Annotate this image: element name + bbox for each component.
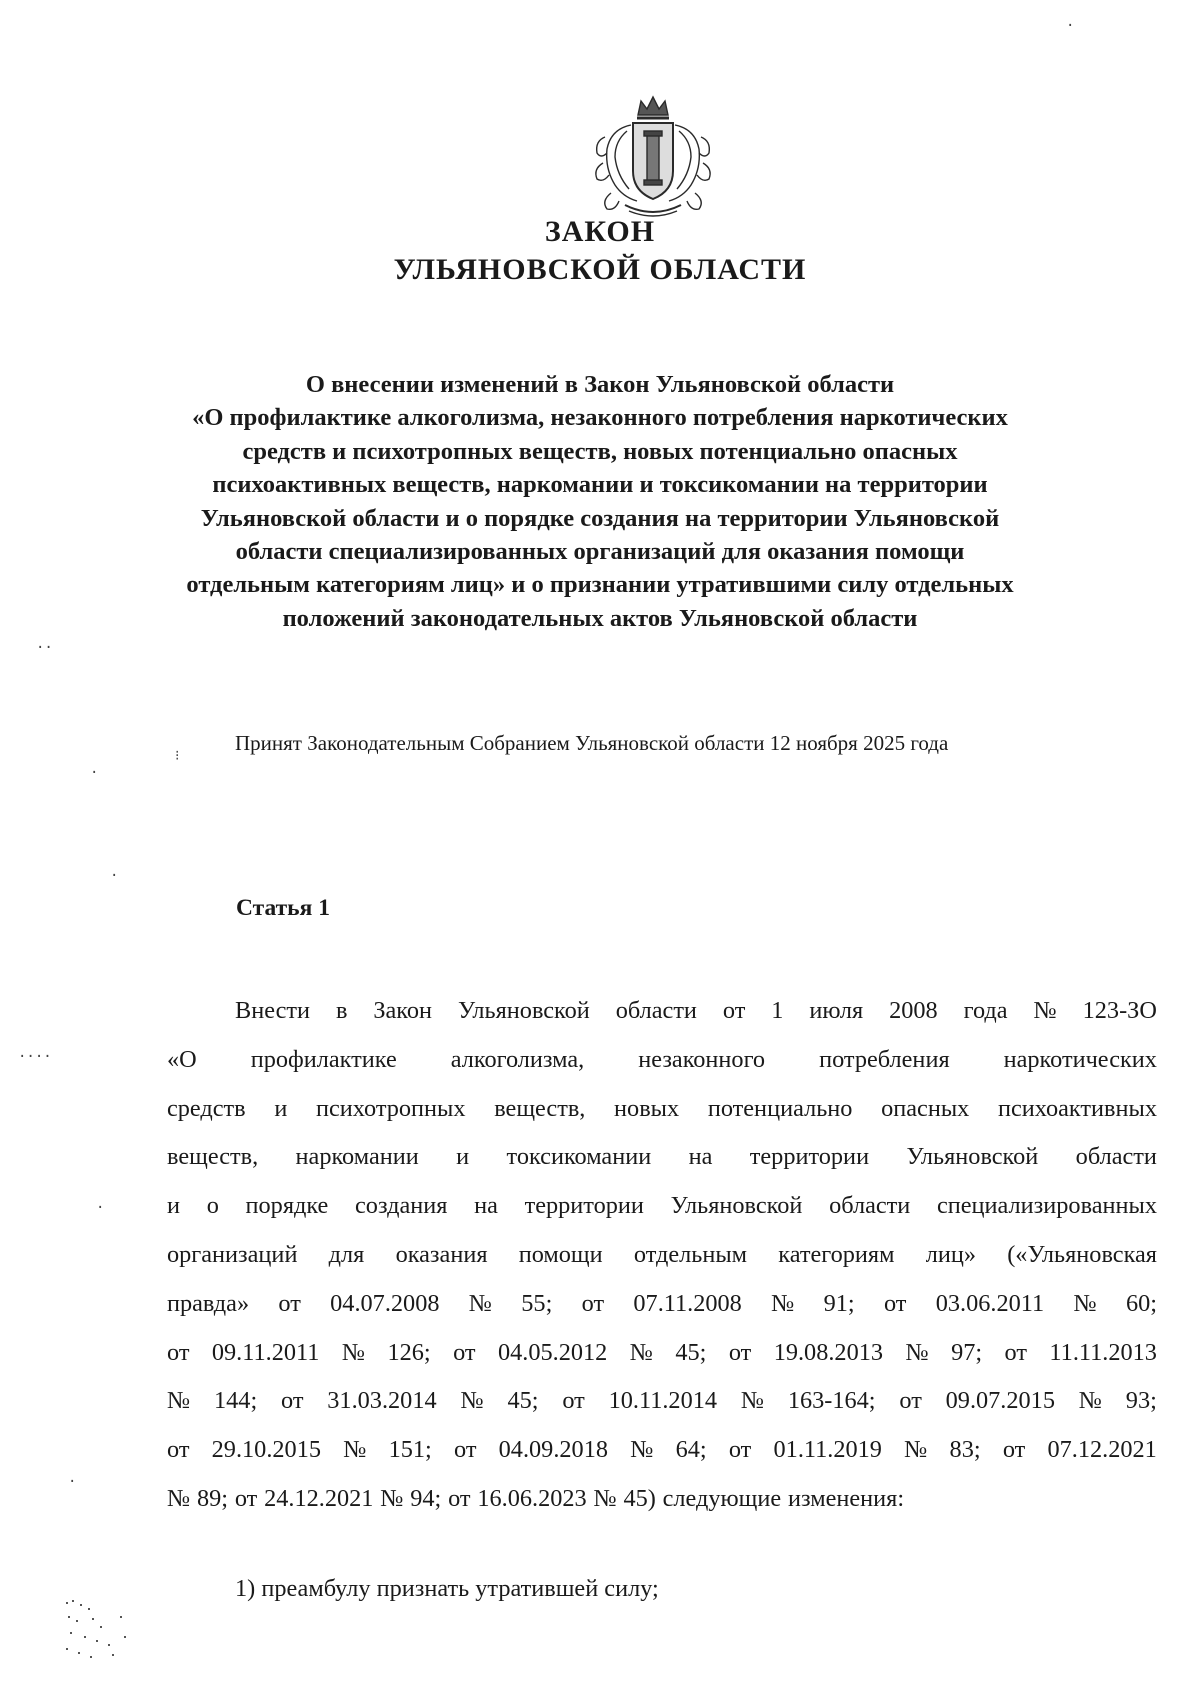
scan-speck: · [110, 868, 119, 884]
body-line [167, 1036, 1157, 1085]
scan-speck: · [96, 1200, 105, 1216]
body-line [167, 1377, 1157, 1426]
word: 97; [951, 1338, 983, 1366]
word: 89; [196, 1484, 229, 1512]
word: от [562, 1387, 585, 1415]
word: 64; [675, 1436, 707, 1464]
word: психоактивных [997, 1094, 1157, 1122]
word: наркомании [295, 1143, 419, 1171]
word: от [728, 1338, 752, 1366]
article-heading: Статья 1 [236, 895, 330, 921]
subject-line: области специализированных организаций для оказания помощи [235, 538, 965, 566]
subject-line: положений законодательных актов Ульяновской области [282, 604, 918, 632]
subject-line: психоактивных веществ, наркомании и токсикомании на территории [212, 471, 988, 499]
word: 144; [214, 1387, 258, 1415]
word: Ульяновской [670, 1192, 803, 1220]
word: 10.11.2014 [608, 1387, 718, 1415]
word: 94; [410, 1484, 442, 1512]
word: № [167, 1484, 191, 1512]
word: 2008 [889, 997, 938, 1024]
word: № [1078, 1387, 1102, 1415]
scan-speck: · [68, 1474, 77, 1490]
word: порядке [245, 1192, 329, 1220]
word: № [343, 1436, 367, 1464]
word: 45) [623, 1484, 656, 1512]
word: № [630, 1436, 654, 1464]
word: от [454, 1436, 477, 1464]
law-region: УЛЬЯНОВСКОЙ ОБЛАСТИ [393, 253, 807, 286]
word: № [380, 1484, 404, 1512]
scan-speck: ···· [18, 1049, 52, 1065]
word: Ульяновской [457, 997, 590, 1024]
word: 91; [823, 1289, 855, 1317]
word: Ульяновской [906, 1143, 1039, 1171]
word: от [722, 997, 746, 1024]
amendment-item-1: 1) преамбулу признать утратившей силу; [235, 1575, 659, 1602]
word: № [341, 1338, 366, 1366]
adoption-note: Принят Законодательным Собранием Ульяновской области 12 ноября 2025 года [235, 731, 949, 755]
word: № [593, 1484, 617, 1512]
word: оказания [395, 1240, 488, 1268]
word: веществ, [167, 1143, 259, 1171]
word: 24.12.2021 [264, 1484, 374, 1512]
word: на [688, 1143, 713, 1171]
body-line [167, 1329, 1157, 1378]
subject-line: «О профилактике алкоголизма, незаконного потребления наркотических [192, 404, 1008, 432]
word: 07.12.2021 [1047, 1436, 1157, 1464]
word: 55; [521, 1289, 553, 1317]
body-line [167, 1085, 1157, 1134]
word: области [829, 1192, 911, 1220]
subject-line: отдельным категориям лиц» и о признании утратившими силу отдельных [186, 571, 1014, 599]
word: организаций [167, 1240, 298, 1268]
word: № [904, 1436, 928, 1464]
word: № [905, 1338, 929, 1366]
word: года [963, 997, 1008, 1024]
word: № [468, 1289, 492, 1317]
word: 03.06.2011 [935, 1289, 1045, 1317]
word: правда» [167, 1289, 250, 1317]
law-subject [150, 368, 1050, 635]
word: веществ, [494, 1094, 586, 1122]
word: от [899, 1387, 922, 1415]
scan-noise-mark [62, 1596, 142, 1666]
word: 11.11.2013 [1049, 1338, 1157, 1366]
body-line [167, 1231, 1157, 1280]
word: 09.11.2011 [211, 1338, 320, 1366]
word: 126; [387, 1338, 431, 1366]
word: области [1075, 1143, 1157, 1171]
word: 04.07.2008 [330, 1289, 440, 1317]
word: потенциально [707, 1094, 853, 1122]
word: от [167, 1338, 190, 1366]
word: 93; [1125, 1387, 1157, 1415]
word: о [206, 1192, 219, 1220]
word: от [278, 1289, 301, 1317]
word: от [281, 1387, 304, 1415]
coat-of-arms-emblem [591, 93, 715, 221]
word: для [328, 1240, 365, 1268]
word: № [167, 1387, 191, 1415]
word: опасных [881, 1094, 970, 1122]
word: категориям [778, 1240, 895, 1268]
scan-speck: ⁝ [175, 748, 180, 764]
word: средств [167, 1094, 246, 1122]
word: и [167, 1192, 181, 1220]
law-title: ЗАКОН [544, 215, 656, 248]
word: территории [749, 1143, 870, 1171]
word: 04.09.2018 [498, 1436, 608, 1464]
word: 01.11.2019 [773, 1436, 882, 1464]
word: от [453, 1338, 476, 1366]
word: психотропных [316, 1094, 466, 1122]
scan-speck: ·· [36, 640, 53, 656]
word: 07.11.2008 [633, 1289, 742, 1317]
word: 19.08.2013 [773, 1338, 884, 1366]
body-line [167, 1133, 1157, 1182]
word: № [629, 1338, 653, 1366]
subject-line: О внесении изменений в Закон Ульяновской области [305, 371, 895, 398]
word: отдельным [633, 1240, 748, 1268]
subject-line: Ульяновской области и о порядке создания на территории Ульяновской [200, 504, 1000, 532]
word: от [234, 1484, 258, 1512]
word: в [335, 997, 348, 1024]
word: № [1033, 997, 1057, 1024]
word: профилактике [250, 1045, 397, 1073]
word: июля [809, 997, 864, 1024]
body-line [167, 1475, 1157, 1524]
body-line [167, 987, 1157, 1036]
word: 1 [771, 997, 784, 1024]
scan-speck: · [90, 765, 99, 781]
word: помощи [518, 1240, 603, 1268]
body-line [167, 1182, 1157, 1231]
word: 151; [388, 1436, 432, 1464]
word: и [274, 1094, 288, 1122]
word: «О [167, 1045, 197, 1073]
word: от [1004, 1338, 1027, 1366]
word: от [448, 1484, 471, 1512]
word: потребления [819, 1045, 950, 1073]
word: 29.10.2015 [211, 1436, 321, 1464]
word: лиц» [925, 1240, 976, 1268]
word: 16.06.2023 [477, 1484, 587, 1512]
word: изменения: [787, 1484, 905, 1512]
word: 163-164; [787, 1387, 876, 1415]
word: 45; [507, 1387, 539, 1415]
word: области [615, 997, 697, 1024]
word: алкоголизма, [450, 1045, 585, 1073]
word: от [581, 1289, 605, 1317]
word: («Ульяновская [1007, 1240, 1157, 1268]
word: № [771, 1289, 795, 1317]
article-body [167, 987, 1157, 1524]
word: 31.03.2014 [327, 1387, 437, 1415]
word: Внести [235, 997, 311, 1024]
word: и [456, 1143, 470, 1171]
word: специализированных [936, 1192, 1157, 1220]
word: создания [355, 1192, 448, 1220]
word: 60; [1125, 1289, 1157, 1317]
word: наркотических [1003, 1045, 1157, 1073]
word: токсикомании [506, 1143, 652, 1171]
word: на [474, 1192, 498, 1220]
word: новых [614, 1094, 680, 1122]
word: № [460, 1387, 484, 1415]
word: Закон [373, 997, 433, 1024]
scan-speck: · [1066, 18, 1075, 34]
word: 04.05.2012 [497, 1338, 608, 1366]
word: № [1073, 1289, 1097, 1317]
word: территории [524, 1192, 644, 1220]
word: от [728, 1436, 752, 1464]
word: от [167, 1436, 190, 1464]
word: от [883, 1289, 907, 1317]
word: следующие [662, 1484, 782, 1512]
word: от [1002, 1436, 1026, 1464]
body-line [167, 1426, 1157, 1475]
word: незаконного [638, 1045, 766, 1073]
body-line [167, 1280, 1157, 1329]
word: 45; [675, 1338, 707, 1366]
word: 123-ЗО [1082, 997, 1157, 1024]
word: № [740, 1387, 765, 1415]
word: 09.07.2015 [945, 1387, 1055, 1415]
word: 83; [949, 1436, 981, 1464]
subject-line: средств и психотропных веществ, новых потенциально опасных [242, 437, 958, 465]
